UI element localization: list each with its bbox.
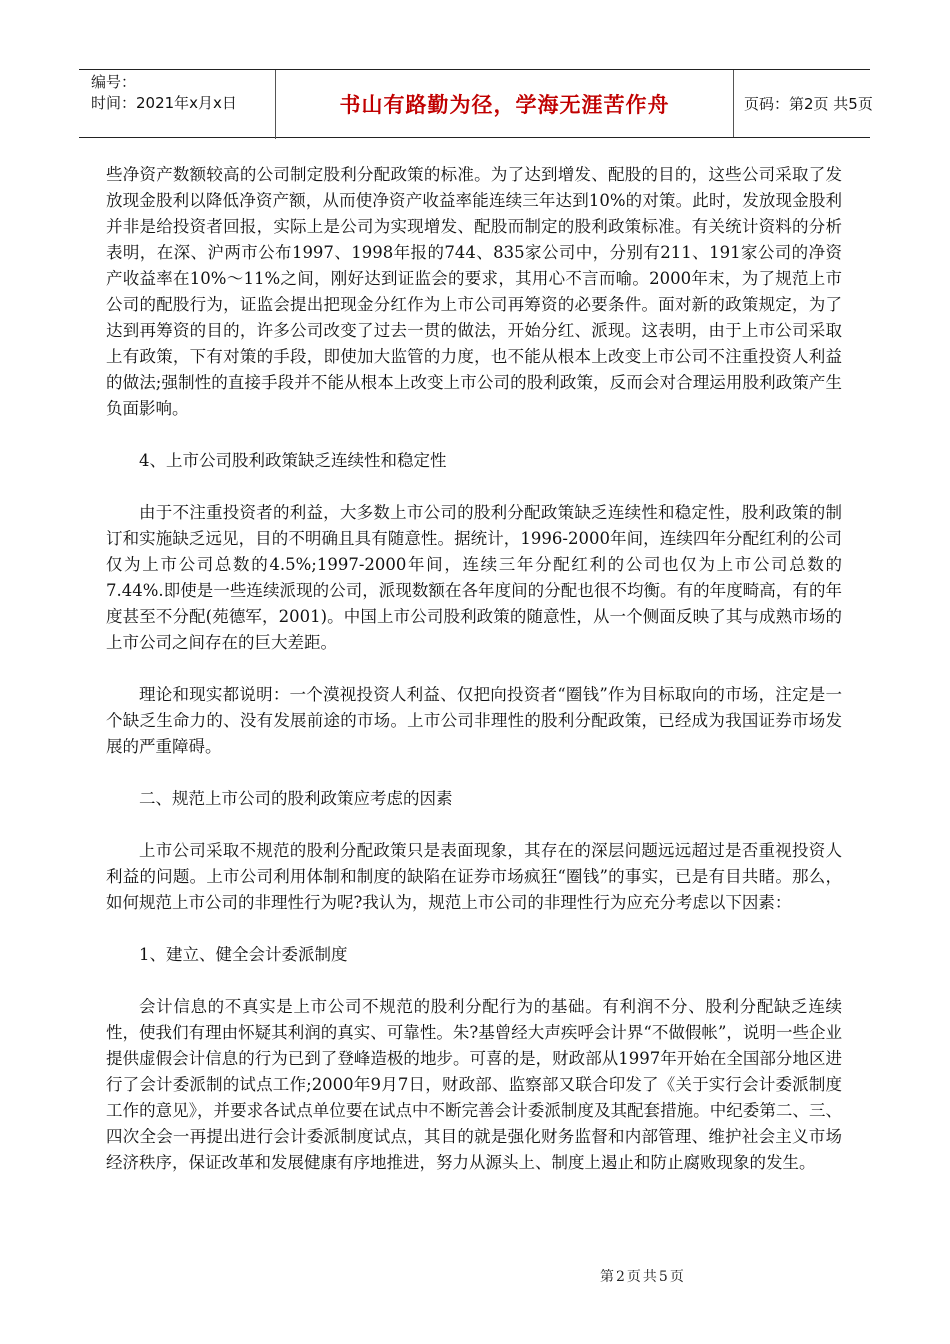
document-date: 时间：2021年x月x日	[91, 94, 237, 112]
paragraph: 些净资产数额较高的公司制定股利分配政策的标准。为了达到增发、配股的目的，这些公司采取了发放现金股利以降低净资产额，从而使净资产收益率能连续三年达到10%的对策。此时，发放现金股利并非是给投资者回报，实际上是公司为实现增发、配股而制定的股利政策标准。有关统计资料的分析表明，在深、沪两市公布1997、1998年报的744、835家公司中，分别有211、191家公司的净资产收益率在10%～11%之间，刚好达到证监会的要求，其用心不言而喻。2000年末，为了规范上市公司的配股行为，证监会提出把现金分红作为上市公司再筹资的必要条件。面对新的政策规定，为了达到再筹资的目的，许多公司改变了过去一贯的做法，开始分红、派现。这表明，由于上市公司采取上有政策，下有对策的手段，即使加大监管的力度，也不能从根本上改变上市公司不注重投资人利益的做法;强制性的直接手段并不能从根本上改变上市公司的股利政策，反而会对合理运用股利政策产生负面影响。	[106, 165, 842, 418]
document-body	[106, 162, 842, 1176]
paragraph: 由于不注重投资者的利益，大多数上市公司的股利分配政策缺乏连续性和稳定性，股利政策的制订和实施缺乏远见，目的不明确且具有随意性。据统计，1996-2000年间，连续四年分配红利的公司仅为上市公司总数的4.5%;1997-2000年间，连续三年分配红利的公司也仅为上市公司总数的7.44%.即使是一些连续派现的公司，派现数额在各年度间的分配也很不均衡。有的年度畸高，有的年度甚至不分配(苑德军，2001)。中国上市公司股利政策的随意性，从一个侧面反映了其与成熟市场的上市公司之间存在的巨大差距。	[106, 503, 842, 652]
header-motto-cell	[276, 70, 734, 137]
paragraph: 会计信息的不真实是上市公司不规范的股利分配行为的基础。有利润不分、股利分配缺乏连续性，使我们有理由怀疑其利润的真实、可靠性。朱?基曾经大声疾呼会计界“不做假帐”，说明一些企业提供虚假会计信息的行为已到了登峰造极的地步。可喜的是，财政部从1997年开始在全国部分地区进行了会计委派制的试点工作;2000年9月7日，财政部、监察部又联合印发了《关于实行会计委派制度工作的意见》，并要求各试点单位要在试点中不断完善会计委派制度及其配套措施。中纪委第二、三、四次全会一再提出进行会计委派制度试点，其目的就是强化财务监督和内部管理、维护社会主义市场经济秩序，保证改革和发展健康有序地推进，努力从源头上、制度上遏止和防止腐败现象的发生。	[106, 997, 842, 1172]
section-heading: 二、规范上市公司的股利政策应考虑的因素	[139, 789, 453, 808]
document-number: 编号：	[91, 73, 137, 91]
paragraph: 理论和现实都说明：一个漠视投资人利益、仅把向投资者“圈钱”作为目标取向的市场，注定是一个缺乏生命力的、没有发展前途的市场。上市公司非理性的股利分配政策，已经成为我国证券市场发展的严重障碍。	[106, 685, 842, 756]
section-heading: 4、上市公司股利政策缺乏连续性和稳定性	[139, 451, 447, 470]
page-header	[79, 69, 873, 138]
page-footer: 第2页共5页	[600, 1269, 686, 1285]
header-page-number: 页码：第2页 共5页	[744, 95, 873, 113]
header-motto: 书山有路勤为径，学海无涯苦作舟	[339, 92, 670, 117]
section-heading: 1、建立、健全会计委派制度	[139, 945, 348, 964]
paragraph: 上市公司采取不规范的股利分配政策只是表面现象，其存在的深层问题远远超过是否重视投资人利益的问题。上市公司利用体制和制度的缺陷在证券市场疯狂“圈钱”的事实，已是有目共睹。那么，如何规范上市公司的非理性行为呢?我认为，规范上市公司的非理性行为应充分考虑以下因素：	[106, 841, 842, 912]
header-meta	[79, 70, 276, 139]
